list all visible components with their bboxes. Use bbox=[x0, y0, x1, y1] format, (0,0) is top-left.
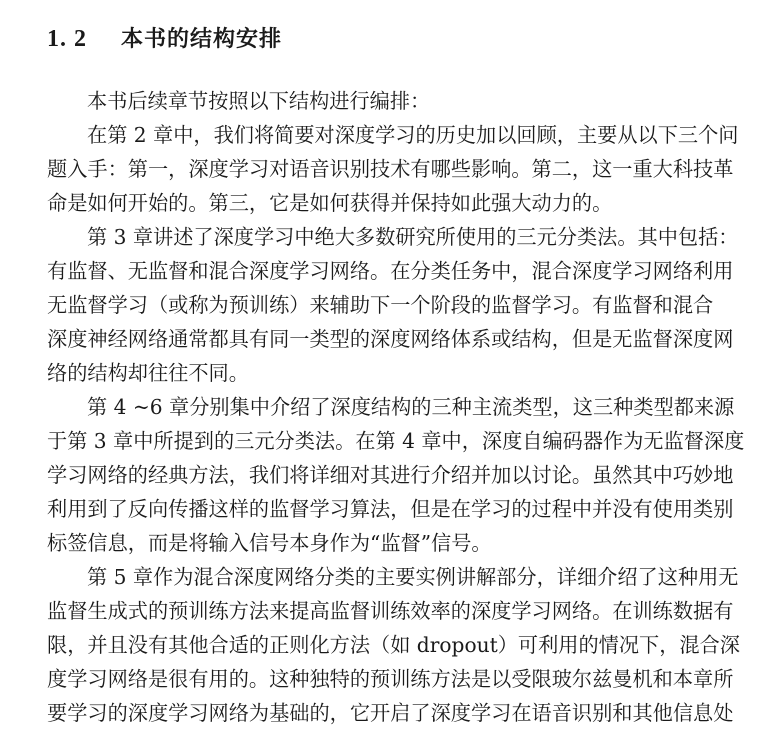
section-number: 1. 2 bbox=[47, 26, 87, 52]
text-line: 第 4 ~6 章分别集中介绍了深度结构的三种主流类型，这三种类型都来源 bbox=[87, 395, 735, 419]
text-line: 标签信息，而是将输入信号本身作为“监督”信号。 bbox=[47, 531, 492, 555]
text-line: 络的结构却往往不同。 bbox=[47, 361, 249, 385]
text-line: 本书后续章节按照以下结构进行编排： bbox=[87, 89, 431, 113]
text-line: 有监督、无监督和混合深度学习网络。在分类任务中，混合深度学习网络利用 bbox=[47, 259, 734, 283]
text-line: 深度神经网络通常都具有同一类型的深度网络体系或结构，但是无监督深度网 bbox=[47, 327, 734, 351]
text-line: 第 5 章作为混合深度网络分类的主要实例讲解部分，详细介绍了这种用无 bbox=[87, 565, 739, 589]
text-line: 命是如何开始的。第三，它是如何获得并保持如此强大动力的。 bbox=[47, 191, 613, 215]
text-line: 度学习网络是很有用的。这种独特的预训练方法是以受限玻尔兹曼机和本章所 bbox=[47, 667, 734, 691]
text-line: 利用到了反向传播这样的监督学习算法，但是在学习的过程中并没有使用类别 bbox=[47, 497, 734, 521]
text-line: 限，并且没有其他合适的正则化方法（如 dropout）可利用的情况下，混合深 bbox=[47, 633, 740, 657]
text-line: 学习网络的经典方法，我们将详细对其进行介绍并加以讨论。虽然其中巧妙地 bbox=[47, 463, 734, 487]
section-title: 本书的结构安排 bbox=[121, 27, 283, 52]
text-line: 无监督学习（或称为预训练）来辅助下一个阶段的监督学习。有监督和混合 bbox=[47, 293, 714, 317]
text-line: 要学习的深度学习网络为基础的，它开启了深度学习在语音识别和其他信息处 bbox=[47, 701, 734, 725]
text-line: 于第 3 章中所提到的三元分类法。在第 4 章中，深度自编码器作为无监督深度 bbox=[47, 429, 745, 453]
text-line: 在第 2 章中，我们将简要对深度学习的历史加以回顾，主要从以下三个问 bbox=[87, 123, 739, 147]
body-text bbox=[47, 84, 747, 730]
text-line: 监督生成式的预训练方法来提高监督训练效率的深度学习网络。在训练数据有 bbox=[47, 599, 734, 623]
text-line: 题入手：第一，深度学习对语音识别技术有哪些影响。第二，这一重大科技革 bbox=[47, 157, 734, 181]
section-heading bbox=[47, 22, 282, 53]
text-line: 第 3 章讲述了深度学习中绝大多数研究所使用的三元分类法。其中包括： bbox=[87, 225, 739, 249]
